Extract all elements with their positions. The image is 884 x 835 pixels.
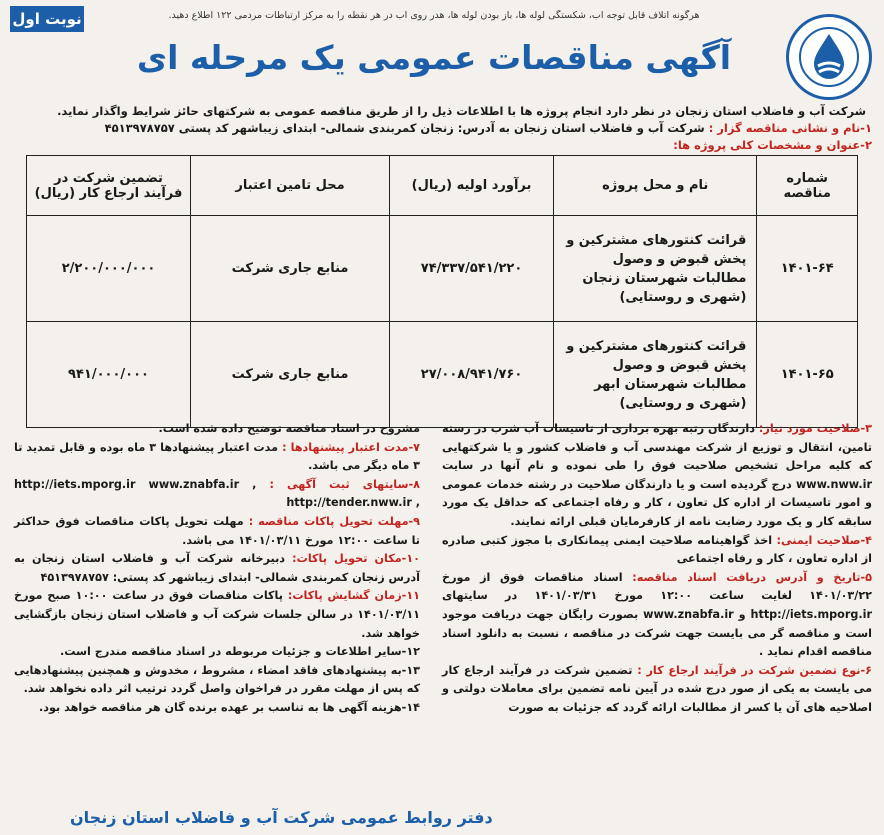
right-column [442,420,872,718]
top-note: هرگونه اتلاف قابل توجه آب، شکستگی لوله ها، باز بودن لوله ها، هدر روی آب در هر نقطه را به مرکز ارتباطات مردمی ۱۲۲ اطلاع دهید. [168,10,700,21]
table-row [27,216,858,322]
header-funding: محل تامین اعتبار [191,156,390,216]
cell-funding: منابع جاری شرکت [191,322,390,428]
clause-9 [14,513,420,550]
clause-5-text: اسناد مناقصات فوق از مورخ ۱۴۰۱/۰۳/۲۲ لغایت ساعت ۱۲:۰۰ مورخ ۱۴۰۱/۰۳/۳۱ در سایتهای http://iets.mporg.ir و www.znabfa.ir بصورت رایگان جهت دریافت موجود است و مناقصه گر می بایست جهت شرکت در مناقصه ، نسبت به دانلود اسناد مناقصه اقدام نماید . [442,570,873,659]
clause-7-text: مدت اعتبار پیشنهادها ۳ ماه بوده و قابل تمدید تا ۳ ماه دیگر می باشد. [14,440,420,473]
header-guarantee: تضمین شرکت در فرآیند ارجاع کار (ریال) [27,156,191,216]
section-1-label: ۱-نام و نشانی مناقصه گزار : [708,121,872,135]
clause-12: ۱۲-سایر اطلاعات و جزئیات مربوطه در اسناد مناقصه مندرج است. [59,645,420,659]
left-column [14,420,420,718]
clause-7-label: ۷-مدت اعتبار پیشنهادها : [282,440,420,454]
footer-signature: دفتر روابط عمومی شرکت آب و فاضلاب استان زنجان [70,808,493,827]
cell-estimate: ۲۷/۰۰۸/۹۴۱/۷۶۰ [390,322,554,428]
cell-project: قرائت کنتورهای مشترکین و پخش قبوض و وصول مطالبات شهرستان ابهر (شهری و روستایی) [554,322,757,428]
clause-4-text: اخذ گواهینامه صلاحیت ایمنی پیمانکاری با مجوز کتبی صادره از اداره تعاون ، کار و رفاه اجتماعی [442,533,872,566]
clause-13: ۱۳-به پیشنهادهای فاقد امضاء ، مشروط ، مخدوش و همچنین پیشنهادهایی که پس از مهلت مقرر در فراخوان واصل گردد ترتیب اثر داده نخواهد شد. [14,663,420,696]
cell-guarantee: ۲/۲۰۰/۰۰۰/۰۰۰ [27,216,191,322]
clause-8 [14,476,420,513]
header-estimate: برآورد اولیه (ریال) [390,156,554,216]
clause-14: ۱۴-هزینه آگهی ها به تناسب بر عهده برنده گان هر مناقصه خواهد بود. [39,700,420,714]
page-title: آگهی مناقصات عمومی یک مرحله ای [136,38,732,77]
section-1-text: شرکت آب و فاضلاب استان زنجان به آدرس: زنجان کمربندی شمالی- ابتدای زیباشهر کد پستی ۴۵۱۳۹۷۸۷۵۷ [104,121,705,135]
header [6,4,878,118]
clause-9-text: مهلت تحویل پاکات مناقصات فوق حداکثر تا ساعت ۱۲:۰۰ مورخ ۱۴۰۱/۰۳/۱۱ می باشد. [14,514,420,547]
clause-3-label: ۳-صلاحیت مورد نیاز: [758,422,873,435]
clause-10-label: ۱۰-مکان تحویل پاکات: [292,552,420,566]
table-row [27,322,858,428]
clause-3 [442,420,872,532]
projects-table [26,155,858,428]
table-header-row [27,156,858,216]
clause-9-label: ۹-مهلت تحویل پاکات مناقصه : [248,514,421,528]
clause-7 [14,439,420,476]
header-number: شماره مناقصه [757,156,858,216]
cell-funding: منابع جاری شرکت [191,216,390,322]
clause-6-continued: مشروح در اسناد مناقصه توضیح داده شده است. [158,422,420,435]
cell-guarantee: ۹۴۱/۰۰۰/۰۰۰ [27,322,191,428]
ad-websites-link[interactable]: http://iets.mporg.ir www.znabfa.ir , http://tender.nww.ir , [14,477,420,510]
clause-6 [442,662,872,718]
clause-5-label: ۵-تاریخ و آدرس دریافت اسناد مناقصه: [632,570,872,584]
general-info [6,120,872,154]
header-project: نام و محل پروژه [554,156,757,216]
cell-number: ۱۴۰۱-۶۴ [757,216,858,322]
clause-11-text: پاکات مناقصات فوق در ساعت ۱۰:۰۰ صبح مورخ ۱۴۰۱/۰۳/۱۱ در سالن جلسات شرکت آب و فاضلاب استان زنجان بازگشایی خواهد شد. [14,589,420,640]
section-1 [6,120,872,137]
clause-11-label: ۱۱-زمان گشایش پاکات: [287,589,420,603]
edition-badge: نوبت اول [10,6,84,32]
clause-11 [14,587,420,643]
clause-3-text: دارندگان رتبه بهره برداری از تاسیسات آب شرب در رسته تامین، انتقال و توزیع از شرکت مهندسی آب و فاضلاب کشور و یا شرکتهایی که کلیه مراحل تشخیص صلاحیت فوق را طی نموده و نام آنها در سایت www.nww.ir درج گردیده است و یا دارندگان صلاحیت در رشته خدمات عمومی و امور تاسیسات از اداره کل تعاون ، کار و رفاه اجتماعی که حداقل یک مورد سابقه کار و یک مورد رضایت نامه از کارفرمایان قبلی ارائه نمایند. [442,422,872,528]
clause-10-text: دبیرخانه شرکت آب و فاضلاب استان زنجان به آدرس زنجان کمربندی شمالی- ابتدای زیباشهر کد پستی: ۴۵۱۳۹۷۸۷۵۷ [14,552,420,584]
intro-text: شرکت آب و فاضلاب استان زنجان در نظر دارد انجام پروژه ها با اطلاعات ذیل را از طریق مناقصه عمومی به شرکتهای حائز شرایط واگذار نماید. [57,104,866,118]
cell-estimate: ۷۴/۳۳۷/۵۴۱/۲۲۰ [390,216,554,322]
section-2-label: ۲-عنوان و مشخصات کلی پروژه ها: [673,138,872,152]
clause-6-label: ۶-نوع تضمین شرکت در فرآیند ارجاع کار : [637,663,872,677]
cell-number: ۱۴۰۱-۶۵ [757,322,858,428]
cell-project: قرائت کنتورهای مشترکین و پخش قبوض و وصول مطالبات شهرستان زنجان (شهری و روستایی) [554,216,757,322]
clause-6-text: تضمین شرکت در فرآیند ارجاع کار می بایست به یکی از صور درج شده در آیین نامه تضمین برای معاملات دولتی و اصلاحیه های آن یا کسر از مطالبات ارائه گردد که جزئیات به صورت [442,663,872,714]
clause-5 [442,569,872,662]
clause-4-label: ۴-صلاحیت ایمنی: [776,533,872,547]
clause-8-label: ۸-سایتهای ثبت آگهی : [269,477,420,491]
clause-10 [14,550,420,587]
clause-4 [442,532,872,569]
water-drop-logo-icon [786,14,872,100]
